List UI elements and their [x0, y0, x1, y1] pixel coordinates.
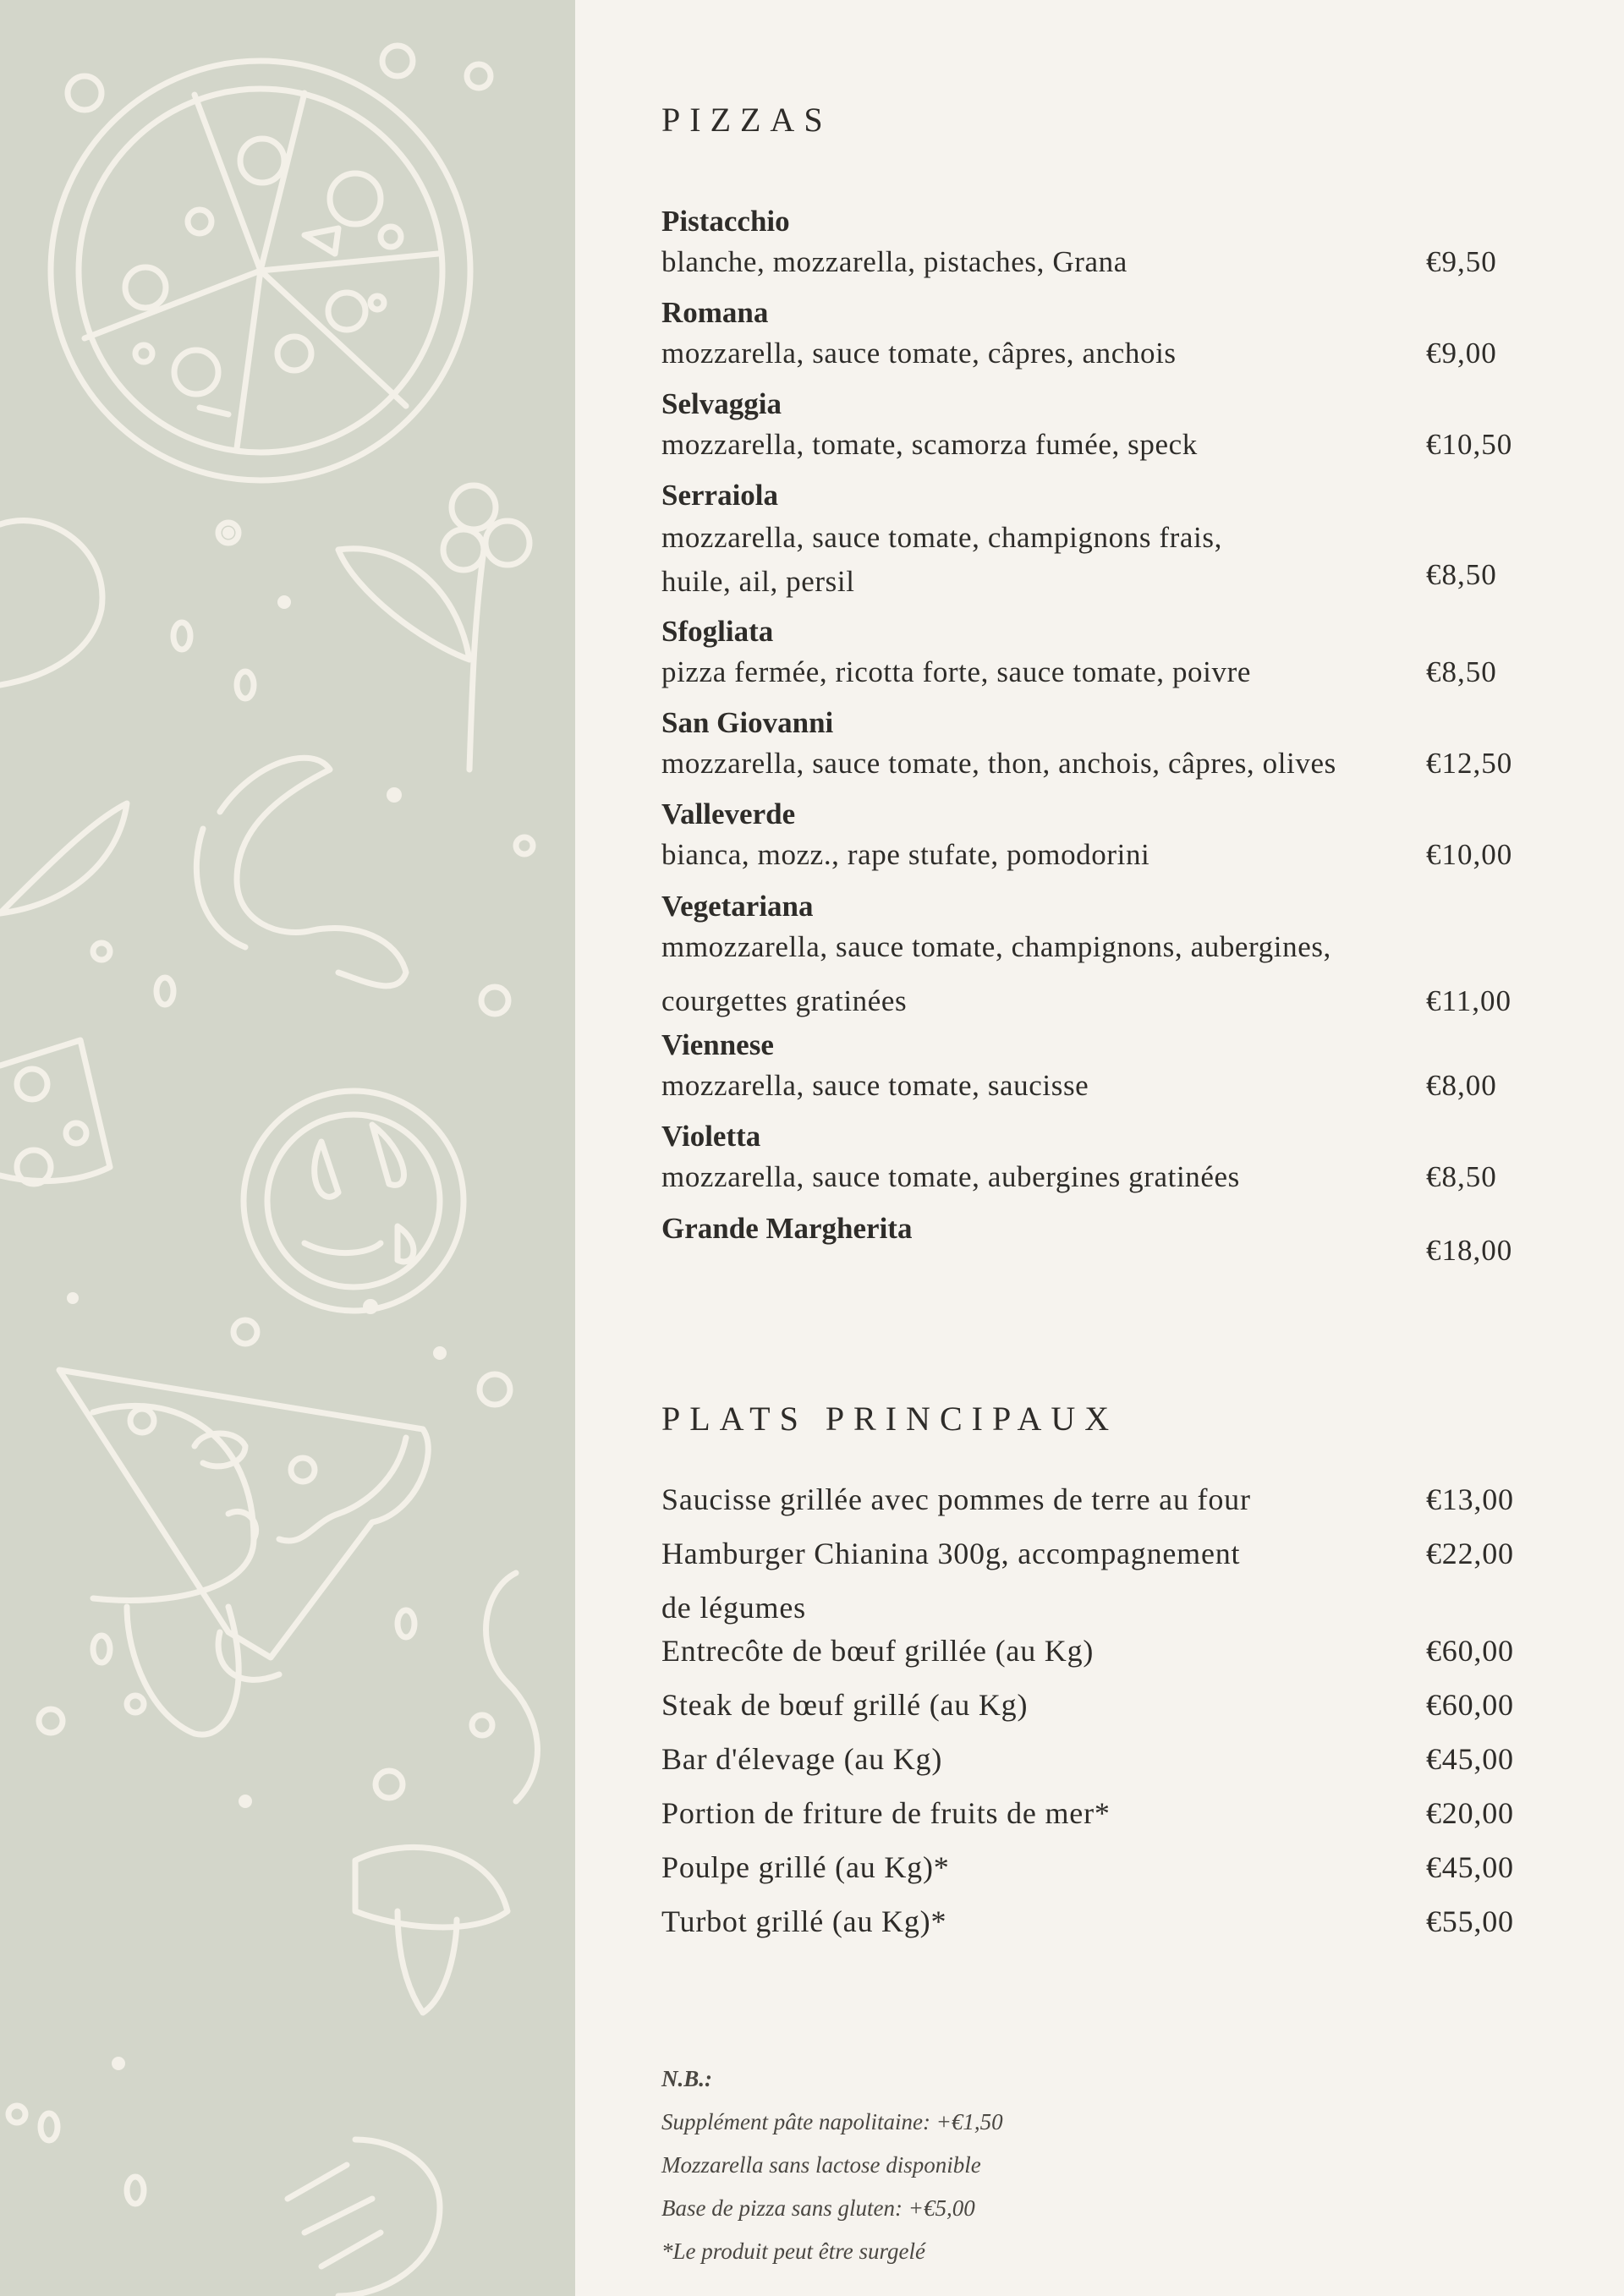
pizza-name: Serraiola	[661, 479, 779, 512]
pizza-price: €9,00	[1426, 337, 1497, 370]
pizza-description: pizza fermée, ricotta forte, sauce tomate, poivre	[661, 655, 1251, 688]
pizza-description: huile, ail, persil	[661, 565, 855, 598]
notes-title: N.B.:	[661, 2066, 712, 2091]
tomato-slice-icon	[244, 1091, 464, 1311]
pizza-name: Pistacchio	[661, 205, 790, 238]
main-dish-price: €45,00	[1426, 1742, 1514, 1776]
pizza-name: Viennese	[661, 1028, 774, 1061]
main-dish-name: Poulpe grillé (au Kg)*	[661, 1850, 950, 1884]
main-dish-name: Turbot grillé (au Kg)*	[661, 1904, 947, 1938]
pizza-name: Sfogliata	[661, 615, 774, 648]
pizza-name: Selvaggia	[661, 387, 782, 420]
main-dish-price: €55,00	[1426, 1904, 1514, 1938]
pizza-price: €10,50	[1426, 428, 1513, 461]
mains-section-title: PLATS PRINCIPAUX	[661, 1400, 1119, 1438]
pizzas-section-title: PIZZAS	[661, 101, 832, 139]
pizza-price: €8,50	[1426, 558, 1497, 591]
pizza-description: mozzarella, sauce tomate, saucisse	[661, 1069, 1089, 1102]
main-dish-name: Entrecôte de bœuf grillée (au Kg)	[661, 1634, 1095, 1668]
olive-branch-icon	[338, 485, 529, 770]
note-line: Supplément pâte napolitaine: +€1,50	[661, 2109, 1003, 2134]
notes-block	[661, 2066, 1003, 2282]
pizza-slice-icon	[59, 1370, 428, 1680]
main-dish-name: Saucisse grillée avec pommes de terre au four	[661, 1482, 1251, 1516]
leaf-icon	[0, 803, 127, 913]
pizza-description: mozzarella, sauce tomate, champignons frais,	[661, 521, 1222, 554]
cheese-icon	[0, 1040, 110, 1184]
pizza-description: mozzarella, tomate, scamorza fumée, speck	[661, 428, 1198, 461]
note-line: Mozzarella sans lactose disponible	[661, 2152, 981, 2178]
pizza-name: Violetta	[661, 1120, 761, 1153]
pizza-icon	[51, 61, 470, 480]
pizza-description: bianca, mozz., rape stufate, pomodorini	[661, 838, 1150, 871]
main-dish-price: €20,00	[1426, 1796, 1514, 1830]
note-line: *Le produit peut être surgelé	[661, 2238, 925, 2264]
pizza-price: €9,50	[1426, 245, 1497, 278]
pizza-description: courgettes gratinées	[661, 984, 908, 1017]
main-dish-price: €45,00	[1426, 1850, 1514, 1884]
pizza-description: mozzarella, sauce tomate, câpres, anchois	[661, 337, 1177, 370]
pizza-name: Romana	[661, 296, 769, 329]
chili-icon	[288, 2140, 440, 2296]
mushroom-icon	[0, 521, 508, 2013]
pizza-name: San Giovanni	[661, 706, 834, 739]
pizza-name: Grande Margherita	[661, 1212, 913, 1245]
main-dish-name: Steak de bœuf grillé (au Kg)	[661, 1688, 1029, 1722]
pizza-price: €18,00	[1426, 1234, 1513, 1267]
main-dish-name: de légumes	[661, 1591, 806, 1625]
pizza-price: €8,00	[1426, 1069, 1497, 1102]
main-dish-name: Hamburger Chianina 300g, accompagnement	[661, 1537, 1241, 1570]
main-dish-price: €60,00	[1426, 1688, 1514, 1722]
pizza-name: Valleverde	[661, 797, 796, 830]
main-dish-price: €22,00	[1426, 1537, 1514, 1570]
pizza-description: mozzarella, sauce tomate, thon, anchois, câpres, olives	[661, 747, 1336, 780]
pizza-price: €11,00	[1426, 984, 1512, 1017]
pizza-name: Vegetariana	[661, 890, 814, 923]
pizza-price: €12,50	[1426, 747, 1513, 780]
pizza-price: €8,50	[1426, 655, 1497, 688]
pizza-price: €10,00	[1426, 838, 1513, 871]
main-dish-name: Bar d'élevage (au Kg)	[661, 1742, 943, 1776]
decorative-food-panel	[0, 0, 575, 2296]
pizza-description: mozzarella, sauce tomate, aubergines gratinées	[661, 1160, 1240, 1193]
note-line: Base de pizza sans gluten: +€5,00	[661, 2195, 975, 2221]
main-dish-price: €60,00	[1426, 1634, 1514, 1668]
food-doodle-pattern	[0, 0, 575, 2296]
pizza-description: mmozzarella, sauce tomate, champignons, aubergines,	[661, 930, 1331, 963]
pizza-price: €8,50	[1426, 1160, 1497, 1193]
main-dish-price: €13,00	[1426, 1482, 1514, 1516]
main-dish-name: Portion de friture de fruits de mer*	[661, 1796, 1111, 1830]
pizza-description: blanche, mozzarella, pistaches, Grana	[661, 245, 1127, 278]
